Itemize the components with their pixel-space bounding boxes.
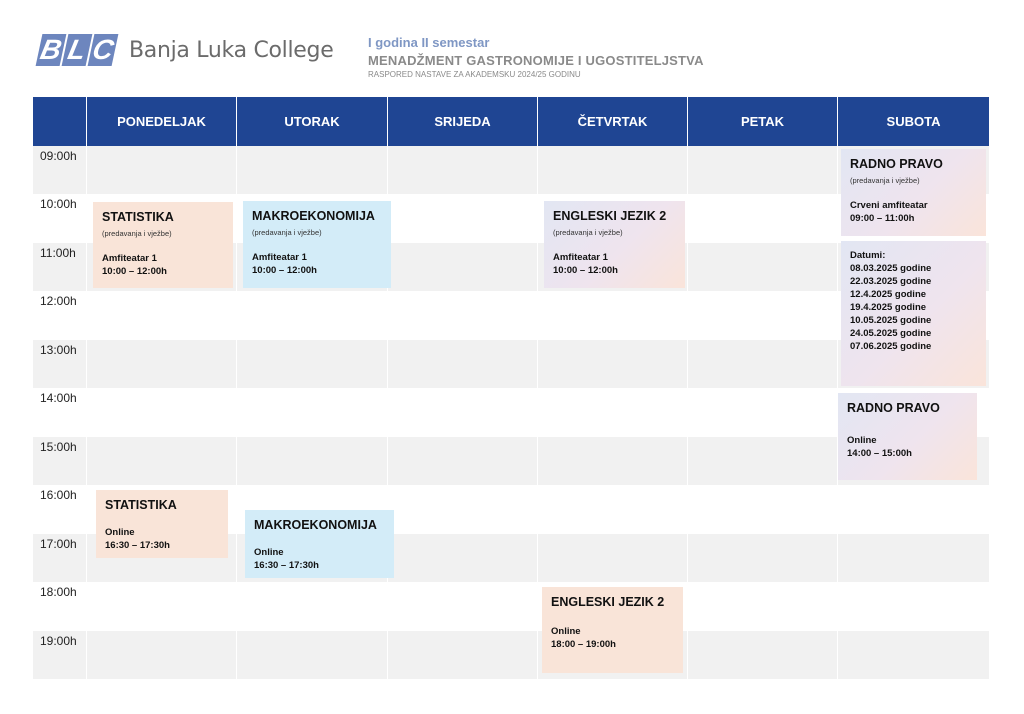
logo-letter: L [62, 34, 93, 66]
time-label: 09:00h [40, 149, 77, 163]
time-label: 19:00h [40, 634, 77, 648]
event-engleski-lecture[interactable] [544, 201, 685, 288]
event-time: 16:30 – 17:30h [105, 540, 170, 551]
time-label: 13:00h [40, 343, 77, 357]
event-statistika-lecture[interactable] [93, 202, 233, 288]
event-room: Amfiteatar 1 [102, 253, 157, 264]
event-time: 18:00 – 19:00h [551, 639, 616, 650]
event-makroekonomija-online[interactable] [245, 510, 394, 578]
event-time: 16:30 – 17:30h [254, 560, 319, 571]
event-room: Online [847, 435, 877, 446]
event-title: MAKROEKONOMIJA [252, 209, 375, 223]
college-name: Banja Luka College [129, 37, 334, 63]
day-header-petak: PETAK [688, 97, 837, 146]
time-label: 17:00h [40, 537, 77, 551]
time-label: 15:00h [40, 440, 77, 454]
day-header-srijeda: SRIJEDA [388, 97, 537, 146]
date-item: 24.05.2025 godine [850, 328, 932, 339]
event-title: MAKROEKONOMIJA [254, 518, 377, 532]
event-room: Online [551, 626, 581, 637]
program-title: MENADŽMENT GASTRONOMIJE I UGOSTITELJSTVA [368, 53, 704, 68]
event-radno-pravo-lecture[interactable] [841, 149, 986, 236]
date-item: 22.03.2025 godine [850, 276, 932, 287]
event-subtitle: (predavanja i vježbe) [102, 229, 172, 238]
column-divider [537, 146, 538, 679]
event-title: STATISTIKA [102, 210, 174, 224]
date-item: 10.05.2025 godine [850, 315, 932, 326]
date-item: 12.4.2025 godine [850, 289, 927, 300]
time-label: 16:00h [40, 488, 77, 502]
event-room: Crveni amfiteatar [850, 200, 928, 211]
year-semester: I godina II semestar [368, 35, 490, 50]
time-label: 14:00h [40, 391, 77, 405]
event-engleski-online[interactable] [542, 587, 683, 673]
event-subtitle: (predavanja i vježbe) [553, 228, 623, 237]
event-time: 10:00 – 12:00h [553, 265, 618, 276]
logo-letter: C [88, 34, 119, 66]
schedule-subtitle: RASPORED NASTAVE ZA AKADEMSKU 2024/25 GODINU [368, 70, 581, 79]
event-makroekonomija-lecture[interactable] [243, 201, 391, 288]
column-divider [86, 146, 87, 679]
day-header-cetvrtak: ČETVRTAK [538, 97, 687, 146]
radno-pravo-dates [841, 241, 986, 386]
event-title: ENGLESKI JEZIK 2 [553, 209, 667, 223]
day-header-subota: SUBOTA [838, 97, 989, 146]
day-header-utorak: UTORAK [237, 97, 387, 146]
event-room: Amfiteatar 1 [252, 252, 307, 263]
dates-label: Datumi: [850, 250, 886, 261]
date-item: 07.06.2025 godine [850, 341, 932, 352]
time-row [33, 582, 989, 630]
event-title: ENGLESKI JEZIK 2 [551, 595, 665, 609]
event-title: RADNO PRAVO [850, 157, 943, 171]
event-time: 09:00 – 11:00h [850, 213, 915, 224]
event-title: RADNO PRAVO [847, 401, 940, 415]
logo-letter: B [36, 34, 67, 66]
event-room: Amfiteatar 1 [553, 252, 608, 263]
date-item: 19.4.2025 godine [850, 302, 927, 313]
time-label: 12:00h [40, 294, 77, 308]
event-radno-pravo-online[interactable] [838, 393, 977, 480]
time-row [33, 631, 989, 679]
event-time: 10:00 – 12:00h [252, 265, 317, 276]
column-divider [236, 146, 237, 679]
college-logo [39, 34, 333, 66]
date-item: 08.03.2025 godine [850, 263, 932, 274]
event-title: STATISTIKA [105, 498, 177, 512]
day-header-ponedeljak: PONEDELJAK [87, 97, 236, 146]
event-subtitle: (predavanja i vježbe) [850, 176, 920, 185]
time-label: 11:00h [40, 246, 76, 260]
column-divider [687, 146, 688, 679]
event-time: 10:00 – 12:00h [102, 266, 167, 277]
event-room: Online [105, 527, 135, 538]
time-label: 18:00h [40, 585, 77, 599]
schedule-heading [368, 35, 704, 79]
event-statistika-online[interactable] [96, 490, 228, 558]
event-time: 14:00 – 15:00h [847, 448, 912, 459]
time-label: 10:00h [40, 197, 77, 211]
event-subtitle: (predavanja i vježbe) [252, 228, 322, 237]
event-room: Online [254, 547, 284, 558]
blc-logo-mark [39, 34, 117, 66]
header-corner [33, 97, 86, 146]
